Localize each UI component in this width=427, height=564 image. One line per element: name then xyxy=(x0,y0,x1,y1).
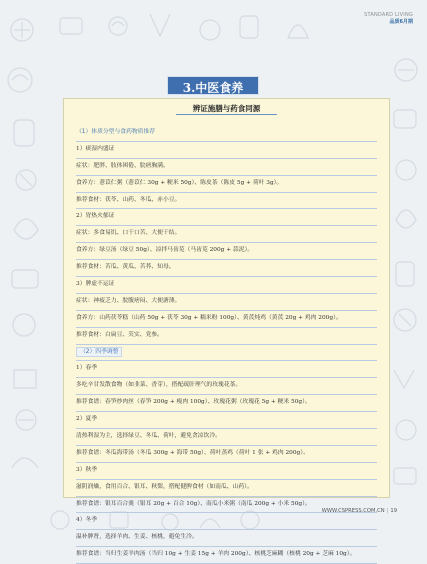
content-row xyxy=(76,209,377,226)
row-text: 症状：肥胖、肢体困倦、脘痞胸满。 xyxy=(76,162,169,169)
content-row xyxy=(76,513,377,530)
row-text: 推荐食谱：春笋炒肉丝（春笋 200g + 瘦肉 100g）、玫瑰花粥（玫瑰花 5g + 粳米 50g）。 xyxy=(76,399,311,406)
row-text: （1）体质分型与食药物质推荐 xyxy=(76,129,156,135)
masthead-english: STANDARD LIVING xyxy=(364,12,413,18)
content-row xyxy=(76,294,377,311)
row-text: 3）脾虚不运证 xyxy=(76,281,115,288)
content-row xyxy=(76,311,377,328)
row-text: 推荐食材：苦瓜、黄瓜、苦荞、知母。 xyxy=(76,264,175,271)
content-row xyxy=(76,159,377,176)
row-text: 温补脾肾，选择羊肉、生姜、核桃，避免生冷。 xyxy=(76,534,198,541)
page-footer xyxy=(322,508,397,514)
row-text: 多吃辛甘发散食物（如韭菜、香芽），搭配疏肝理气的玫瑰花茶。 xyxy=(76,382,242,389)
content-row xyxy=(76,193,377,210)
row-text: 推荐食谱：当归生姜羊肉汤（当归 10g + 生姜 15g + 羊肉 200g）、核桃芝麻糊（核桃 20g + 芝麻 10g）。 xyxy=(76,551,356,558)
content-row xyxy=(76,395,377,412)
footer-url: WWW.CSPRESS.COM.CN xyxy=(321,508,385,514)
row-text: 症状：神疲乏力、脘腹痞闷、大便溏薄。 xyxy=(76,297,181,304)
subtitle-underline xyxy=(176,114,277,115)
content-row xyxy=(76,446,377,463)
row-text: 清热利湿为主，选择绿豆、冬瓜、荷叶，避免贪凉饮冷。 xyxy=(76,433,221,440)
row-text: 3）秋季 xyxy=(76,466,98,473)
row-text: （2）四季调整 xyxy=(76,347,122,357)
content-row xyxy=(76,243,377,260)
footer-separator: | xyxy=(386,508,389,514)
content-row xyxy=(76,277,377,294)
row-text: 食养方：薏苡仁粥（薏苡仁 30g + 粳米 50g）、陈皮茶（陈皮 5g + 荷叶 3g）。 xyxy=(76,179,283,186)
section-title: 3.中医食养 xyxy=(182,81,244,95)
content-row xyxy=(76,378,377,395)
section-heading-row xyxy=(76,345,377,362)
subsection-title: 辨证施膳与药食同源 xyxy=(192,104,261,113)
row-text: 推荐食谱：银耳百合羹（银耳 20g + 百合 10g）、南瓜小米粥（南瓜 200g + 小米 50g）。 xyxy=(76,500,311,507)
row-text: 推荐食材：茯苓、山药、冬瓜、赤小豆。 xyxy=(76,196,181,203)
row-text: 4）冬季 xyxy=(76,517,98,524)
row-text: 推荐食材：白扁豆、芡实、党参。 xyxy=(76,331,163,338)
content-row xyxy=(76,260,377,277)
row-text: 食养方：绿豆汤（绿豆 50g）、凉拌马齿苋（马齿苋 200g + 蒜泥）。 xyxy=(76,247,254,254)
content-row xyxy=(76,530,377,547)
magazine-masthead xyxy=(364,12,413,25)
content-row xyxy=(76,463,377,480)
content-rows xyxy=(76,125,377,564)
content-row xyxy=(76,480,377,497)
row-text: 食养方：山药茯苓糕（山药 50g + 茯苓 30g + 糯米粉 100g）、黄芪炖鸡（黄芪 20g + 鸡肉 200g）。 xyxy=(76,314,342,321)
section-title-banner xyxy=(167,76,259,95)
content-row xyxy=(76,226,377,243)
content-row xyxy=(76,176,377,193)
content-row xyxy=(76,547,377,564)
row-text: 2）夏季 xyxy=(76,416,98,423)
content-row xyxy=(76,328,377,345)
masthead-chinese: 品质6月期 xyxy=(389,19,413,25)
row-text: 2）胃热火郁证 xyxy=(76,213,115,220)
row-text: 症状：多食易饥、口干口苦、大便干结。 xyxy=(76,230,181,237)
row-text: 滋阴润燥，食用百合、银耳、秋梨，搭配健脾食材（如南瓜、山药）。 xyxy=(76,483,253,490)
row-text: 1）春季 xyxy=(76,365,98,372)
section-heading-row xyxy=(76,125,377,142)
content-row xyxy=(76,412,377,429)
content-row xyxy=(76,142,377,159)
row-text: 推荐食谱：冬瓜海带汤（冬瓜 300g + 海带 50g）、荷叶蒸鸡（荷叶 1 张 + 鸡肉 200g）。 xyxy=(76,449,309,456)
page-number: 19 xyxy=(390,508,397,514)
row-text: 1）痰湿内盛证 xyxy=(76,145,115,152)
content-row xyxy=(76,361,377,378)
content-row xyxy=(76,429,377,446)
